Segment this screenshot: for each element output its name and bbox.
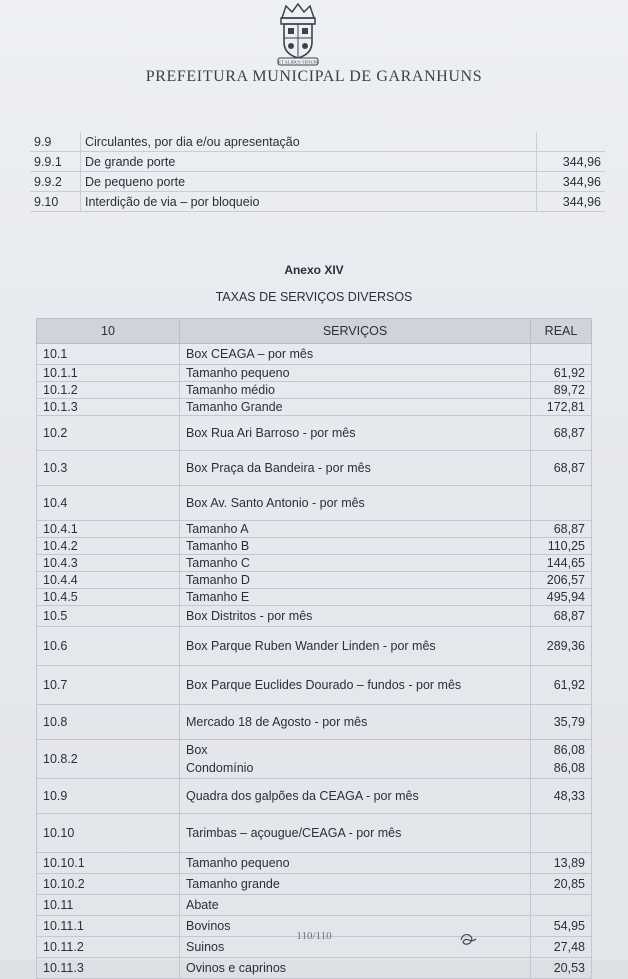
table-row	[37, 606, 592, 627]
row-description: Box Av. Santo Antonio - por mês	[180, 486, 531, 521]
handwritten-initials-icon	[457, 930, 479, 948]
table-row	[37, 521, 592, 538]
row-value: 61,92	[531, 666, 592, 705]
row-value-line: 86,08	[553, 761, 585, 775]
row-code: 10.10.2	[37, 874, 180, 895]
table-row	[37, 486, 592, 521]
row-description: Tamanho pequeno	[180, 365, 531, 382]
table-row	[37, 705, 592, 740]
table-row	[37, 589, 592, 606]
row-description-line: Condomínio	[186, 761, 254, 775]
row-description: Bovinos	[180, 916, 531, 937]
row-description: Tamanho B	[180, 538, 531, 555]
header-services: SERVIÇOS	[180, 319, 531, 344]
row-description	[180, 740, 531, 779]
table-row	[37, 895, 592, 916]
row-description: Mercado 18 de Agosto - por mês	[180, 705, 531, 740]
row-value: 89,72	[531, 382, 592, 399]
row-code: 10.1	[37, 344, 180, 365]
row-value	[537, 132, 606, 152]
table-row	[30, 192, 605, 212]
row-code: 9.9.1	[30, 152, 81, 172]
row-description: Tamanho C	[180, 555, 531, 572]
row-code: 10.1.3	[37, 399, 180, 416]
row-description: Box Parque Euclides Dourado – fundos - por mês	[180, 666, 531, 705]
row-value: 172,81	[531, 399, 592, 416]
row-code: 10.10.1	[37, 853, 180, 874]
row-code: 9.9	[30, 132, 81, 152]
row-description: Tarimbas – açougue/CEAGA - por mês	[180, 814, 531, 853]
row-value: 289,36	[531, 627, 592, 666]
top-fee-table	[30, 132, 605, 212]
row-description: Tamanho Grande	[180, 399, 531, 416]
row-description: Ovinos e caprinos	[180, 958, 531, 979]
row-value	[531, 740, 592, 779]
row-code: 10.1.2	[37, 382, 180, 399]
row-description: Tamanho grande	[180, 874, 531, 895]
table-row	[37, 344, 592, 365]
row-code: 10.2	[37, 416, 180, 451]
row-value: 68,87	[531, 451, 592, 486]
services-fee-table	[36, 318, 592, 979]
row-value: 144,65	[531, 555, 592, 572]
row-code: 10.11.3	[37, 958, 180, 979]
row-description: Interdição de via – por bloqueio	[81, 192, 537, 212]
row-description: Abate	[180, 895, 531, 916]
row-code: 10.8.2	[37, 740, 180, 779]
header-code: 10	[37, 319, 180, 344]
header-real: REAL	[531, 319, 592, 344]
row-value: 35,79	[531, 705, 592, 740]
row-description: Suinos	[180, 937, 531, 958]
row-code: 10.11.2	[37, 937, 180, 958]
row-value: 68,87	[531, 521, 592, 538]
row-value: 68,87	[531, 416, 592, 451]
row-value	[531, 344, 592, 365]
row-code: 10.11	[37, 895, 180, 916]
row-value: 61,92	[531, 365, 592, 382]
row-code: 10.4.1	[37, 521, 180, 538]
row-code: 10.9	[37, 779, 180, 814]
page-number: 110/110	[296, 930, 332, 942]
municipal-crest-icon	[276, 2, 320, 66]
row-value-line: 86,08	[553, 743, 585, 757]
row-value: 54,95	[531, 916, 592, 937]
row-code: 10.5	[37, 606, 180, 627]
row-description: De grande porte	[81, 152, 537, 172]
row-description: Box CEAGA – por mês	[180, 344, 531, 365]
row-code: 10.7	[37, 666, 180, 705]
table-row	[37, 382, 592, 399]
row-code: 10.4.5	[37, 589, 180, 606]
row-code: 10.6	[37, 627, 180, 666]
row-description: Tamanho A	[180, 521, 531, 538]
row-code: 9.9.2	[30, 172, 81, 192]
row-description: Box Parque Ruben Wander Linden - por mês	[180, 627, 531, 666]
row-value: 495,94	[531, 589, 592, 606]
row-description: Quadra dos galpões da CEAGA - por mês	[180, 779, 531, 814]
row-code: 10.4.4	[37, 572, 180, 589]
row-description: Tamanho médio	[180, 382, 531, 399]
row-value	[531, 486, 592, 521]
row-value: 344,96	[537, 172, 606, 192]
row-description: De pequeno porte	[81, 172, 537, 192]
row-code: 9.10	[30, 192, 81, 212]
row-value: 27,48	[531, 937, 592, 958]
row-value: 13,89	[531, 853, 592, 874]
table-header-row	[37, 319, 592, 344]
table-row	[37, 572, 592, 589]
table-row	[37, 779, 592, 814]
row-description-line: Box	[186, 743, 208, 757]
row-code: 10.8	[37, 705, 180, 740]
row-value: 68,87	[531, 606, 592, 627]
table-row	[37, 538, 592, 555]
row-description: Tamanho pequeno	[180, 853, 531, 874]
table-row	[30, 152, 605, 172]
page-header: PREFEITURA MUNICIPAL DE GARANHUNS	[145, 68, 483, 85]
table-row	[37, 814, 592, 853]
row-description: Tamanho E	[180, 589, 531, 606]
row-description: Circulantes, por dia e/ou apresentação	[81, 132, 537, 152]
table-row	[37, 874, 592, 895]
row-description: Box Praça da Bandeira - por mês	[180, 451, 531, 486]
annex-subtitle: TAXAS DE SERVIÇOS DIVERSOS	[215, 290, 413, 304]
row-value: 344,96	[537, 192, 606, 212]
row-value: 206,57	[531, 572, 592, 589]
table-row	[37, 399, 592, 416]
row-code: 10.4.2	[37, 538, 180, 555]
table-row	[30, 132, 605, 152]
table-row	[30, 172, 605, 192]
table-row	[37, 416, 592, 451]
row-code: 10.3	[37, 451, 180, 486]
row-value: 48,33	[531, 779, 592, 814]
table-row	[37, 958, 592, 979]
row-value: 20,85	[531, 874, 592, 895]
row-value: 344,96	[537, 152, 606, 172]
table-row	[37, 451, 592, 486]
row-code: 10.10	[37, 814, 180, 853]
table-row	[37, 740, 592, 779]
row-code: 10.4.3	[37, 555, 180, 572]
table-row	[37, 627, 592, 666]
crest-motto: ET ALIBUS TENUIS	[278, 59, 318, 65]
row-code: 10.1.1	[37, 365, 180, 382]
row-value	[531, 895, 592, 916]
row-value	[531, 814, 592, 853]
table-row	[37, 666, 592, 705]
table-row	[37, 853, 592, 874]
row-description: Box Distritos - por mês	[180, 606, 531, 627]
row-code: 10.11.1	[37, 916, 180, 937]
row-description: Tamanho D	[180, 572, 531, 589]
row-value: 110,25	[531, 538, 592, 555]
table-row	[37, 555, 592, 572]
annex-title: Anexo XIV	[284, 263, 344, 277]
row-value: 20,53	[531, 958, 592, 979]
row-code: 10.4	[37, 486, 180, 521]
row-description: Box Rua Ari Barroso - por mês	[180, 416, 531, 451]
table-row	[37, 365, 592, 382]
